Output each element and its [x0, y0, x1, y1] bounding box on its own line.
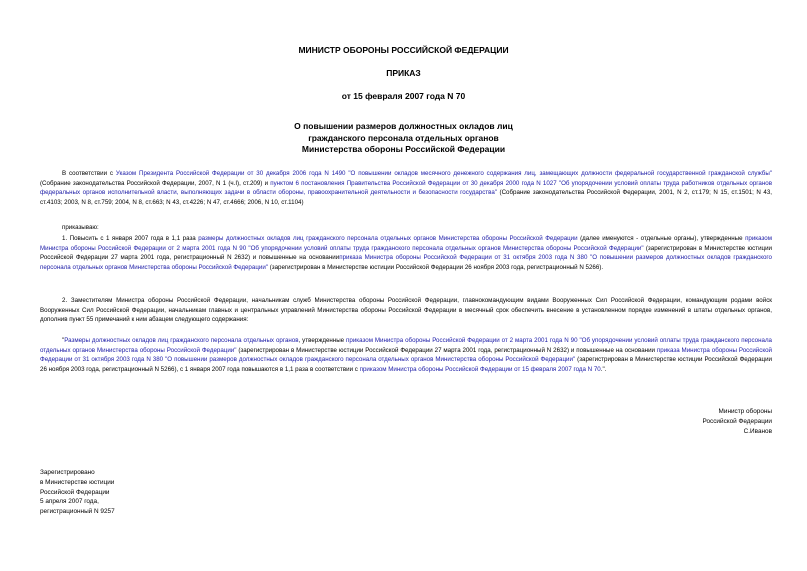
order-word: приказываю:	[62, 224, 99, 231]
quote-open: "	[62, 337, 65, 344]
quote-text-2: (зарегистрирован в Министерстве юстиции Российской Федерации 27 марта 2001 года, регистрационный N 2632) и повышенные на основании	[236, 346, 657, 354]
document-date-number: от 15 февраля 2007 года N 70	[341, 91, 466, 101]
preamble-paragraph	[40, 169, 772, 207]
signature-line-2: Российской Федерации	[702, 417, 772, 425]
link-quote-order-70[interactable]: приказом Министра обороны Российской Федерации от 15 февраля 2007 года N 70	[359, 365, 601, 373]
quoted-paragraph	[40, 336, 772, 374]
document-type: ПРИКАЗ	[386, 68, 421, 78]
registration-line-3: Российской Федерации	[40, 488, 110, 496]
item-1-text-2: (далее именуются - отдельные органы), утвержденные	[577, 235, 746, 242]
quote-text-1: , утвержденные	[298, 337, 347, 344]
registration-block	[40, 468, 240, 517]
preamble-text-1: В соответствии с	[62, 170, 116, 177]
quote-text-4: .".	[600, 365, 607, 373]
title-line-3: Министерства обороны Российской Федерации	[301, 144, 506, 154]
link-quote-salary-sizes[interactable]: Размеры должностных окладов лиц гражданского персонала отдельных органов	[64, 337, 299, 344]
preamble-text-2: (Собрание законодательства Российской Федерации, 2007, N 1 (ч.I), ст.209) и	[40, 179, 271, 187]
signature-line-3: С.Иванов	[743, 427, 772, 435]
signature-line-1: Министр обороны	[718, 408, 772, 415]
item-1-paragraph	[40, 234, 772, 272]
link-presidential-decree-1490[interactable]: Указом Президента Российской Федерации от 30 декабря 2006 года N 1490 "О повышении окладов месячного денежного содержания лиц, замещающих должности федеральной государственной гражданской службы"	[115, 170, 772, 177]
link-quote-order-90[interactable]: приказом Министра обороны Российской Федерации от 2 марта 2001 года N 90 "Об упорядочении условий оплаты труда гражданского персонала отдельных органов Министерства обороны Российской Федерации"	[40, 337, 772, 354]
registration-line-5: регистрационный N 9257	[40, 508, 115, 516]
title-line-2: гражданского персонала отдельных органов	[308, 132, 499, 143]
link-salary-sizes[interactable]: размеры должностных окладов лиц гражданского персонала отдельных органов Министерства обороны Российской Федерации	[198, 235, 578, 242]
item-1-text-4: (зарегистрирован в Министерстве юстиции Российской Федерации 26 ноября 2003 года, регистрационный N 5266).	[267, 263, 604, 271]
quote-text-3: (зарегистрирован в Министерстве юстиции Российской Федерации 26 ноября 2003 года, регистрационный N 5266), с 1 января 2007 года повышаются в 1,1 раза в соответствии с	[40, 356, 772, 373]
title-line-1: О повышении размеров должностных окладов лиц	[294, 121, 513, 131]
link-quote-order-380[interactable]: приказа Министра обороны Российской Федерации от 31 октября 2003 года N 380 "О повышении размеров должностных окладов гражданского персонала отдельных органов Министерства обороны Российской Федерации"	[40, 346, 772, 364]
item-1-text-3: (зарегистрирован в Министерстве юстиции Российской Федерации 27 марта 2001 года, регистрационный N 2632) и повышенные на основании	[40, 244, 772, 262]
signature-block	[660, 407, 772, 436]
registration-line-4: 5 апреля 2007 года,	[40, 498, 99, 506]
item-2-paragraph: 2. Заместителям Министра обороны Российской Федерации, начальникам служб Министерства обороны Российской Федерации, главнокомандующим видами Вооруженных Сил Российской Федерации, командующим родами войск Вооруженных Сил Российской Федерации, начальникам главных и центральных управлений Министерства обороны Российской Федерации в месячный срок обеспечить внесение в установленном порядке изменений в штаты отдельных органов, дополнив пункт 55 примечаний к ним абзацем следующего содержания:	[40, 297, 772, 324]
link-government-decree-1027[interactable]: пунктом 6 постановления Правительства Российской Федерации от 30 декабря 2000 года N 1027 "Об упорядочении условий оплаты труда работников отдельных органов федеральных органов исполнительной власти, выполняющих задачи в области обороны, правоохранительной деятельности и безопасности государства"	[40, 179, 772, 197]
link-order-380[interactable]: приказа Министра обороны Российской Федерации от 31 октября 2003 года N 380 "О повышении размеров должностных окладов гражданского персонала отдельных органов Министерства обороны Российской Федерации"	[40, 254, 772, 271]
registration-line-1: Зарегистрировано	[40, 469, 95, 476]
item-1-text-1: 1. Повысить с 1 января 2007 года в 1,1 раза	[62, 235, 199, 242]
registration-line-2: в Министерстве юстиции	[40, 478, 115, 486]
preamble-text-3: (Собрание законодательства Российской Федерации, 2001, N 2, ст.179; N 15, ст.1501; N 43, ст.4103; 2003, N 8, ст.759; 2004, N 8, ст.663; N 43, ст.4226; N 47, ст.4666; 2006, N 10, ст.1104)	[40, 189, 772, 206]
ministry-heading: МИНИСТР ОБОРОНЫ РОССИЙСКОЙ ФЕДЕРАЦИИ	[298, 45, 509, 55]
link-order-90[interactable]: приказом Министра обороны Российской Федерации от 2 марта 2001 года N 90 "Об упорядочении условий оплаты труда гражданского персонала отдельных органов Министерства обороны Российской Федерации"	[40, 235, 772, 252]
document-title	[0, 121, 807, 156]
